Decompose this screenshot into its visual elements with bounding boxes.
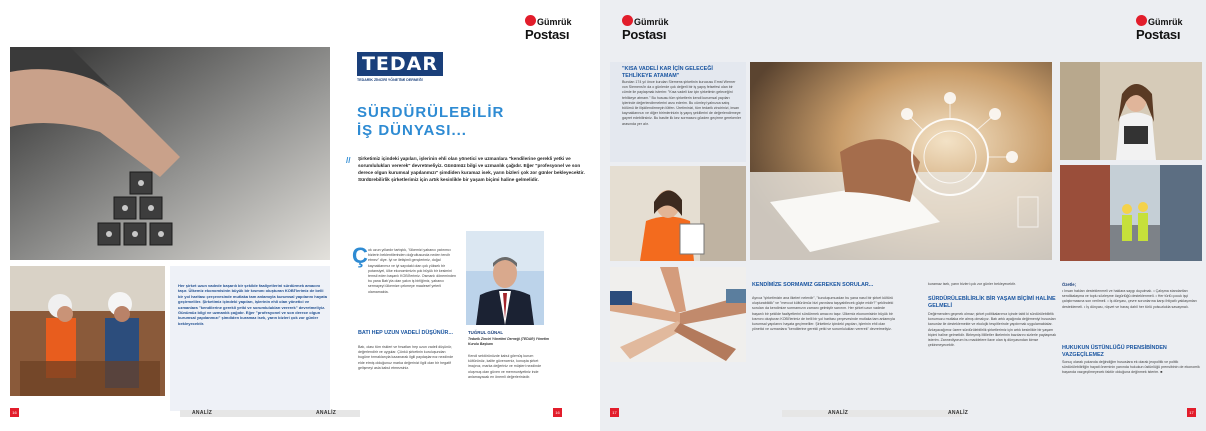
quote-box-heading: "KISA VADELİ KAR İÇİN GELECEĞİ TEHLİKEYE ATAMAM" <box>622 66 713 79</box>
gumruk-postasi-logo-right <box>1136 13 1183 41</box>
column3-heading: Özetle; <box>1062 282 1076 287</box>
section2-heading: SÜRDÜRÜLEBİLİRLİK BİR YAŞAM BİÇİMİ HALİNE GELMELİ <box>928 296 1056 309</box>
quote-box-text: Bundan 174 yıl önce kurulan Siemens şirketinin kurucusu Ernst Werner von Siemens'in da o günlerde çok değerli bir iş yapış felsefesi olan bir cümle ile paylaşmak isterim: "Kısa vadeli kar için şirketimin geleceğini tehlikeye atmam." Bu hususu tüm şirketlerin kendi kurumsal yapıları içlerinde değerlendirmelerini arzu ederim. Bu cümleyi yalnızca satış bölümü ile ilişkilendirmeyin lütfen. Üretiminizi, tüm tedarik zincirinizi, insan kaynaklarınızı ve diğer birimlerinizin iş yapış şekillerini de değerlendirmeye gayret edebilirsiniz. Bu basite ilk kez sormasını gözden geçirme gerekenler arasında yer alır. <box>622 80 742 126</box>
page-number: 17 <box>1187 408 1196 417</box>
section3-heading: HUKUKUN ÜSTÜNLÜĞÜ PRENSİBİNDEN VAZGEÇİLEMEZ <box>1062 345 1167 358</box>
hand-dice-photo <box>10 47 330 260</box>
logo-bottom-text: Postası <box>525 27 570 42</box>
article-title-line2: İŞ DÜNYASI... <box>357 122 467 139</box>
footer-bar <box>782 410 962 417</box>
section1-text: Ayrıca "şirketimizin ana ilkeleri nelerdir", "kuruluşumuzdan bu yana nasıl bir şirket kültürü oluşturabildik" ve "mevcut kültürümüz bizi yarınlara taşıyabilecek güçte midir?" şeklindeki soruları da kendimize sormamızın zamanı gelmiştir sanırım. Her şirket uzun vadede başarılı bir şekilde faaliyetlerini sürdürmek amacını taşır. Ülkemiz ekonomisinin büyük bir kısmını oluşturan KOBİ'lerimiz de belli bir yol haritası çerçevesinde mutlaka tam anlamıyla kurumsal yapılarını hayata geçirmeliler. Şirketimiz içindeki yapıları, işlerinin ehli olan yönetici ve uzmanlara "kendilerine gerekli yetki ve sorumlulukları vererek" devretmeliyiz. <box>752 296 895 332</box>
sidebar-quote-text: Her şirket uzun vadede başarılı bir şekilde faaliyetlerini sürdürmek amacını taşır. Ülkemiz ekonomisinin büyük bir kısmını oluşturan KOBİ'lerimiz de belli bir yol haritası çerçevesinde mutlaka tam anlamıyla kurumsal yapılarını hayata geçirmeliler. Şirketimiz içindeki yapıları, işlerinin ehli olan yönetici ve uzmanlara "kendilerine gerekli yetki ve sorumlulukları vererek" devretmeliyiz. Günümüz bilgi ve uzmanlık çağıdır. Eğer "profesyonel ve son derece olgun kurumsal yapılanmızı" şimdiden kuramaz isek, yarın bizleri çok zor günler bekleyecektir. <box>178 283 327 326</box>
logo-bottom-text: Postası <box>622 27 667 42</box>
tedar-subtitle: TEDARİK ZİNCİRİ YÖNETİMİ DERNEĞİ <box>357 78 423 82</box>
woman-clipboard-photo <box>610 166 746 261</box>
logo-top-text: Gümrük <box>634 17 669 27</box>
digital-business-photo <box>750 62 1052 260</box>
footer-label-2: ANALİZ <box>948 410 969 416</box>
logo-bottom-text: Postası <box>1136 27 1181 42</box>
section3-text: Sonuç olarak yukarıda değindiğim hususlara ek olarak jeopolitik ve politik sürdürülebilirliğin hayati öneminin yanında hukukun üstünlüğü prensibinin de ekonomik başarıda vazgeçilmeyecek faktör olduğuna değinmek isterim. ■ <box>1062 360 1200 375</box>
drop-cap: Ç <box>352 243 368 268</box>
right-page <box>600 0 1206 431</box>
tugrul-gunal-photo <box>466 231 544 325</box>
warehouse-workers-photo <box>1060 165 1202 261</box>
footer-label-1: ANALİZ <box>192 410 213 416</box>
gumruk-postasi-logo <box>525 13 572 41</box>
factory-workers-photo <box>10 266 165 396</box>
gumruk-postasi-logo-left <box>622 13 669 41</box>
intro-slash-mark: // <box>346 156 351 165</box>
column1-heading: BATI HEP UZUN VADELİ DÜŞÜNÜR... <box>358 330 453 336</box>
section1-heading: KENDİMİZE SORMAMIZ GEREKEN SORULAR... <box>752 282 874 288</box>
page-number-right: 16 <box>553 408 562 417</box>
logo-red-dot <box>1136 15 1147 26</box>
logo-top-text: Gümrük <box>1148 17 1183 27</box>
left-page <box>0 0 600 431</box>
section2-text: Değirmenden geçmek olmaz; şirket politikalarımız içinde tabii ki sürdürülebilirlik konumuzu mutlaka ele almış olmalıyız. Batı artık ayağında değirmeniyi hususları kanunlar ile desteklemekte ve ekolojik tespitlerinde yapılırmak uygulamaktalar. Anlayacağımız üzere sürdürülebilirlik şirketlerimiz için artık kesinlikle bir yaşam biçimi haline gelmelidir. Birleşmiş Milletler ilkelerinin bazılarını sizlerle paylaşmak isterim. Zannediyorum bu maddelere ilave olan iş dünyasından kimse çekinmeyecektir. <box>928 312 1057 348</box>
logo-red-dot <box>622 15 633 26</box>
column2-top-text: kuramaz isek, yarın bizleri çok zor günler bekleyecektir. <box>928 282 1016 286</box>
stacked-hands-photo <box>610 267 746 362</box>
column3-text: • İnsan hakları desteklenmeli ve haklara saygı duyulmalı. • Çalışma standartları sendikalaşma ve toplu sözleşme özgürlüğü desteklenmeli. • Her türlü çocuk işçi çalıştırmasına son verilmeli. • İş dünyası, çevre sorunlarına karşı ihtiyatlı yaklaşımları desteklemeli. • İş dünyası, rüşvet ve haraç dahil her türlü yolsuzlukla savaşmalı. <box>1062 289 1197 309</box>
person-name: TUĞRUL GÜNAL <box>468 330 504 335</box>
footer-label-1: ANALİZ <box>828 410 849 416</box>
intro-paragraph: Şirketimiz içindeki yapıları, işlerinin ehli olan yönetici ve uzmanlara "kendilerine gerekli yetki ve sorumlulukları vererek" devretmeliyiz. Günümüz bilgi ve uzmanlık çağıdır. Eğer "profesyonel ve son derece olgun kurumsal yapılanmızı" şimdiden kuramaz isek, yarın bizleri çok zor günler bekleyecektir. Sürdürebilirlik şirketlerimiz için artık kesinlikle bir yaşam biçimi haline gelmelidir. <box>358 156 585 182</box>
footer-label-2: ANALİZ <box>316 410 337 416</box>
person-title: Tedarik Zinciri Yönetimi Derneği (TEDAR) Yönetim Kurulu Başkanı <box>468 337 549 346</box>
logo-red-dot <box>525 15 536 26</box>
logo-top-text: Gümrük <box>537 17 572 27</box>
page-number: 16 <box>10 408 19 417</box>
page-number-left: 17 <box>610 408 619 417</box>
woman-tablet-photo <box>1060 62 1202 160</box>
tedar-logo: TEDAR <box>357 52 443 76</box>
column2-text: Kendi sektörünüzde kabul görmüş kurum kültürünüz, kalite güvenceniz, konuşta şirket imajınız, marka değeriniz ve müşteri nezdinde oluşmuş olan güven ve memnuniyetiniz inde anlamayacak en önemli değerlerinizdir. <box>468 354 542 379</box>
article-title-line1: SÜRDÜRÜLEBİLİR <box>357 104 505 121</box>
column1-text: ok uzun yıllardır tartıştık, "ülkemizi yabancı yatırımcı bizlerin beklentilerinden doğrultusunda neden tercih etmez" diye. İyi ve iletişimli gençlerimiz, doğal kaynaklarımız ve iyi sayıdaki olan çok yüksek bir potansiyel, ülke ekonomimizin çok büyük bir kesimini temsil eden başarılı KOBİ'lerimiz. Osmanlı döneminden bu yana Batı'yla olan yakın iş birliğimiz, yabancı sermayeyi ülkemize çekmeye maalesef yeterli olamamakta. <box>368 248 456 294</box>
column1-text2: Batı, olası tüm riskleri ve fırsatları hep uzun vadeli düşünür, değerlendirir ve uygular. Çünkü şirketinin kuruluşundan bugüne tırmaklarıyla kazanarak ilgili paydaşlarınız nezdinde elde etmiş olduğunuz marka değerinizi ilgili olan bir hegatif gelişmeyi asla kabul etmezsiniz. <box>358 345 454 370</box>
